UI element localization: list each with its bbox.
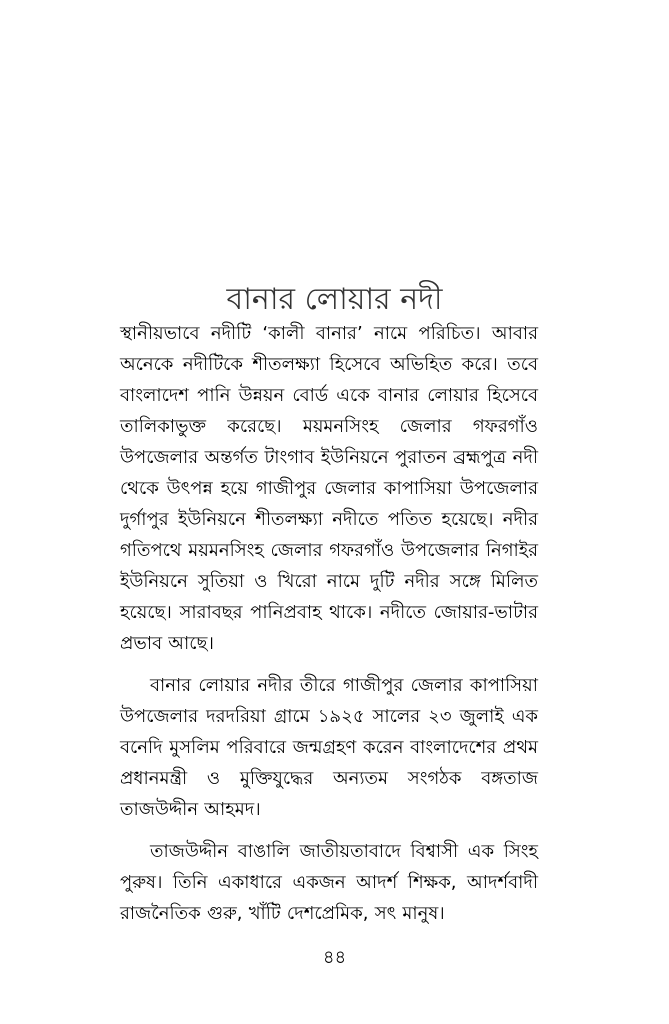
body-text xyxy=(120,318,538,929)
page-number: ৪৪ xyxy=(322,947,347,968)
paragraph-tribute: তাজউদ্দীন বাঙালি জাতীয়তাবাদে বিশ্বাসী এক সিংহ পুরুষ। তিনি একাধারে একজন আদর্শ শিক্ষক, আদর্শবাদী রাজনৈতিক গুরু, খাঁটি দেশপ্রেমিক, সৎ মানুষ। xyxy=(120,841,538,924)
paragraph-birthplace: বানার লোয়ার নদীর তীরে গাজীপুর জেলার কাপাসিয়া উপজেলার দরদরিয়া গ্রামে ১৯২৫ সালের ২৩ জুলাই এক বনেদি মুসলিম পরিবারে জন্মগ্রহণ করেন বাংলাদেশের প্রথম প্রধানমন্ত্রী ও মুক্তিযুদ্ধের অন্যতম সংগঠক বঙ্গতাজ তাজউদ্দীন আহমদ। xyxy=(120,675,538,820)
chapter-title: বানার লোয়ার নদী xyxy=(226,282,443,318)
paragraph-river-description: স্থানীয়ভাবে নদীটি ‘কালী বানার’ নামে পরিচিত। আবার অনেকে নদীটিকে শীতলক্ষ্যা হিসেবে অভিহিত করে। তবে বাংলাদেশ পানি উন্নয়ন বোর্ড একে বানার লোয়ার হিসেবে তালিকাভুক্ত করেছে। ময়মনসিংহ জেলার গফরগাঁও উপজেলার অন্তর্গত টাংগাব ইউনিয়নে পুরাতন ব্রহ্মপুত্র নদী থেকে উৎপন্ন হয়ে গাজীপুর জেলার কাপাসিয়া উপজেলার দুর্গাপুর ইউনিয়নে শীতলক্ষ্যা নদীতে পতিত হয়েছে। নদীর গতিপথে ময়মনসিংহ জেলার গফরগাঁও উপজেলার নিগাইর ইউনিয়নে সুতিয়া ও খিরো নামে দুটি নদীর সঙ্গে মিলিত হয়েছে। সারাবছর পানিপ্রবাহ থাকে। নদীতে জোয়ার-ভাটার প্রভাব আছে। xyxy=(120,323,538,654)
